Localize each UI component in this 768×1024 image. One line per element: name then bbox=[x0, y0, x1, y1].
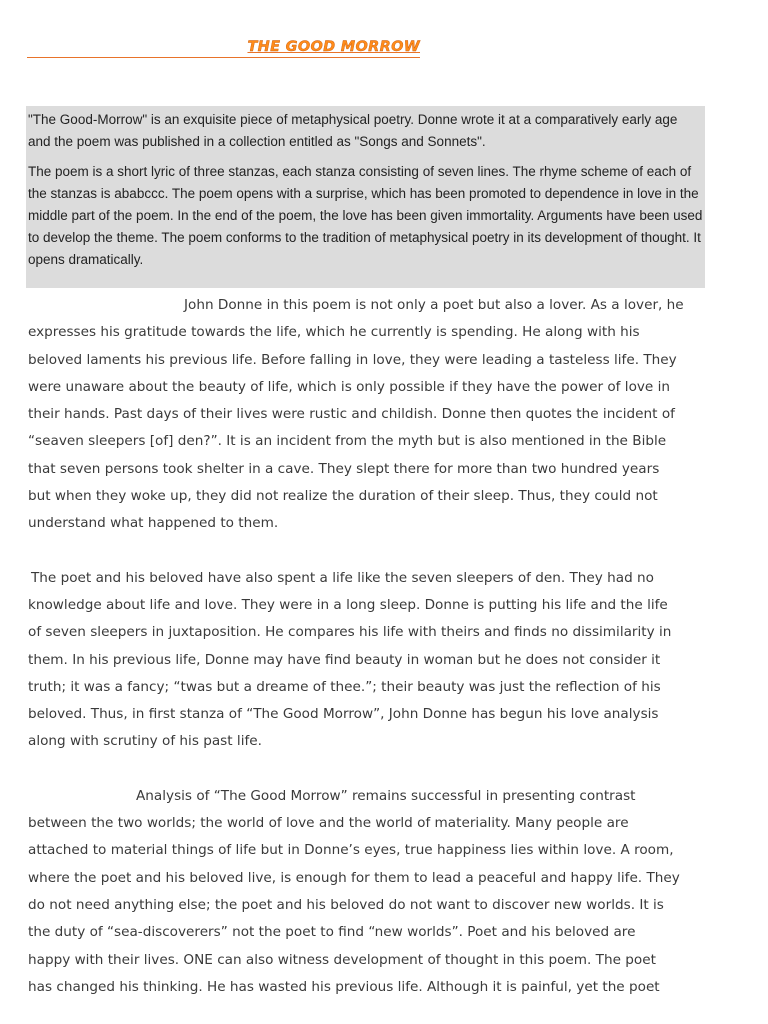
text-line: expresses his gratitude towards the life, which he currently is spending. He along with his bbox=[28, 324, 640, 341]
text-line: beloved. Thus, in first stanza of “The Good Morrow”, John Donne has begun his love analysis bbox=[28, 706, 659, 723]
text-line: The poet and his beloved have also spent a life like the seven sleepers of den. They had no bbox=[31, 569, 654, 586]
text-line: happy with their lives. ONE can also witness development of thought in this poem. The poet bbox=[28, 951, 656, 968]
text-line: “seaven sleepers [of] den?”. It is an incident from the myth but is also mentioned in the Bible bbox=[28, 433, 667, 450]
text-line: between the two worlds; the world of love and the world of materiality. Many people are bbox=[28, 815, 629, 832]
body-paragraph bbox=[28, 292, 708, 538]
text-line: them. In his previous life, Donne may have find beauty in woman but he does not consider it bbox=[28, 651, 661, 668]
text-line: that seven persons took shelter in a cave. They slept there for more than two hundred years bbox=[28, 460, 660, 477]
body-paragraph bbox=[28, 565, 708, 756]
text-line: beloved laments his previous life. Before falling in love, they were leading a tasteless life. They bbox=[28, 351, 677, 368]
summary-paragraph: The poem is a short lyric of three stanzas, each stanza consisting of seven lines. The rhyme scheme of each of the stanzas is ababccc. The poem opens with a surprise, which has been promoted to dependence in love in the middle part of the poem. In the end of the poem, the love has been given immortality. Arguments have been used to develop the theme. The poem conforms to the tradition of metaphysical poetry in its development of thought. It opens dramatically. bbox=[28, 164, 703, 267]
text-line: along with scrutiny of his past life. bbox=[28, 733, 262, 750]
text-line: do not need anything else; the poet and his beloved do not want to discover new worlds. It is bbox=[28, 896, 664, 913]
text-line: but when they woke up, they did not realize the duration of their sleep. Thus, they could not bbox=[28, 488, 658, 505]
text-line: has changed his thinking. He has wasted his previous life. Although it is painful, yet the poet bbox=[28, 978, 660, 995]
title-underline bbox=[27, 36, 420, 58]
text-line: truth; it was a fancy; “twas but a dreame of thee.”; their beauty was just the reflection of his bbox=[28, 678, 661, 695]
text-line: Analysis of “The Good Morrow” remains successful in presenting contrast bbox=[136, 787, 636, 804]
text-line: John Donne in this poem is not only a poet but also a lover. As a lover, he bbox=[184, 297, 684, 313]
text-line: the duty of “sea-discoverers” not the poet to find “new worlds”. Poet and his beloved are bbox=[28, 924, 636, 941]
text-line: knowledge about life and love. They were in a long sleep. Donne is putting his life and the life bbox=[28, 596, 668, 613]
text-line: were unaware about the beauty of life, which is only possible if they have the power of love in bbox=[28, 378, 671, 395]
text-line: their hands. Past days of their lives were rustic and childish. Donne then quotes the incident of bbox=[28, 406, 675, 423]
text-line: understand what happened to them. bbox=[28, 515, 279, 532]
text-line: of seven sleepers in juxtaposition. He compares his life with theirs and finds no dissimilarity in bbox=[28, 624, 672, 641]
article-body bbox=[28, 292, 708, 1001]
text-line: where the poet and his beloved live, is enough for them to lead a peaceful and happy life. They bbox=[28, 869, 680, 886]
text-line: attached to material things of life but in Donne’s eyes, true happiness lies within love. A room, bbox=[28, 842, 674, 859]
body-paragraph bbox=[28, 783, 708, 1001]
summary-paragraph: "The Good-Morrow" is an exquisite piece of metaphysical poetry. Donne wrote it at a comparatively early age and the poem was published in a collection entitled as "Songs and Sonnets". bbox=[28, 112, 678, 149]
summary-box bbox=[26, 106, 705, 288]
document-title: THE GOOD MORROW bbox=[247, 39, 420, 55]
